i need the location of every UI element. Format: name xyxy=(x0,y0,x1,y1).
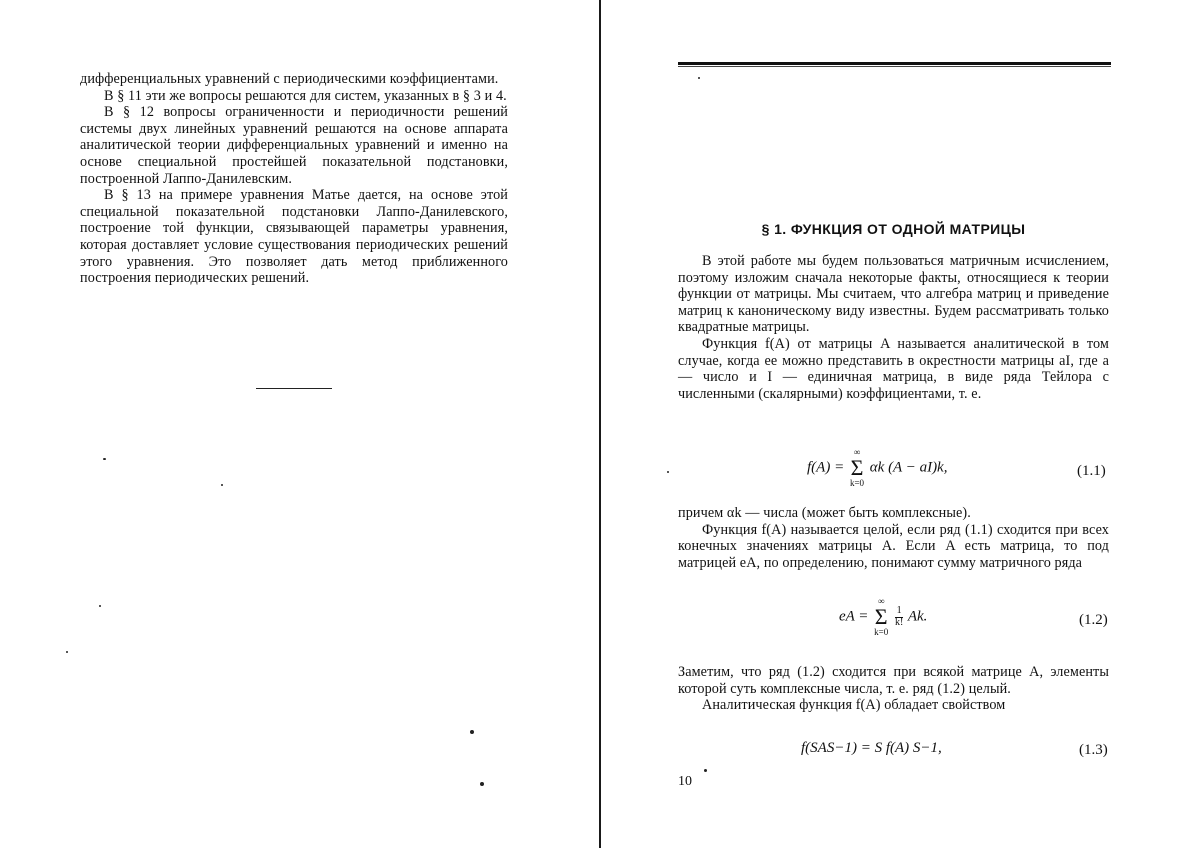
scan-speck xyxy=(99,605,101,607)
paragraph: дифференциальных уравнений с периодическими коэффициентами. xyxy=(80,71,499,87)
formula-expression xyxy=(839,597,927,637)
formula-lhs: eA = xyxy=(839,608,869,625)
sum-upper: ∞ xyxy=(853,447,861,457)
scan-speck xyxy=(667,471,669,473)
formula-rhs: Ak. xyxy=(907,608,928,625)
sum-symbol: ∞ Σ k=0 xyxy=(849,447,865,488)
equation-number: (1.2) xyxy=(1079,612,1108,628)
paragraph: Аналитическая функция f(A) обладает свойством xyxy=(702,697,1006,714)
fraction-denominator: k! xyxy=(895,616,904,628)
formula-rhs: αk (A − aI)k, xyxy=(869,459,948,476)
sum-lower: k=0 xyxy=(874,627,889,637)
fraction-numerator: 1 xyxy=(896,605,902,616)
page-number: 10 xyxy=(678,774,692,789)
paragraph: Функция f(A) от матрицы A называется аналитической в том случае, когда ее можно представить в окрестности матрицы aI, где a — число и I — единичная матрица, в виде ряда Тейлора с численными (скалярными) коэффициентами, т. е. xyxy=(678,335,1109,402)
body-text xyxy=(678,505,1109,571)
top-rule xyxy=(678,62,1111,65)
scan-speck xyxy=(66,651,68,653)
left-page-text xyxy=(80,71,508,287)
sum-symbol: ∞ Σ k=0 xyxy=(874,596,889,637)
body-text xyxy=(678,664,1109,714)
sum-upper: ∞ xyxy=(878,596,885,606)
section-heading: § 1. ФУНКЦИЯ ОТ ОДНОЙ МАТРИЦЫ xyxy=(761,221,1026,237)
paragraph: причем αk — числа (может быть комплексные). xyxy=(678,505,971,521)
body-text xyxy=(678,253,1109,402)
fraction xyxy=(895,606,903,628)
equation-number: (1.1) xyxy=(1077,463,1106,479)
formula-expression: f(SAS−1) = S f(A) S−1, xyxy=(801,740,942,756)
scan-speck xyxy=(698,77,700,79)
paragraph: Заметим, что ряд (1.2) сходится при всякой матрице A, элементы которой суть комплексные числа, т. е. ряд (1.2) целый. xyxy=(678,664,1109,697)
paragraph: Функция f(A) называется целой, если ряд (1.1) сходится при всех конечных значениях матрицы A. Если A есть матрица, то под матрицей eA, по определению, понимают сумму матричного ряда xyxy=(678,521,1109,571)
formula-expression xyxy=(807,448,947,488)
paragraph: В § 12 вопросы ограниченности и периодичности решений системы двух линейных уравнений решаются на основе аппарата аналитической теории дифференциальных уравнений и именно на основе специальной простейшей показательной подстановки, построенной Лаппо-Данилевским. xyxy=(80,104,508,187)
formula-lhs: f(A) = xyxy=(807,459,845,476)
paragraph: В § 11 эти же вопросы решаются для систем, указанных в § 3 и 4. xyxy=(104,87,507,104)
scan-speck xyxy=(480,782,484,786)
end-rule xyxy=(256,388,332,389)
equation-number: (1.3) xyxy=(1079,742,1108,758)
paragraph: В § 13 на примере уравнения Матье дается, на основе этой специальной показательной подстановки Лаппо-Данилевского, построение той функции, связывающей параметры уравнения, которая доставляет условие существования периодических решений этого уравнения. Это позволяет дать метод приближенного построения периодических решений. xyxy=(80,187,508,287)
paragraph: В этой работе мы будем пользоваться матричным исчислением, поэтому изложим сначала некоторые факты, относящиеся к теории функции от матрицы. Мы считаем, что алгебра матриц и приведение матриц к каноническому виду известны. Будем рассматривать только квадратные матрицы. xyxy=(678,253,1109,336)
scan-speck xyxy=(221,484,223,486)
scan-speck xyxy=(704,769,707,772)
scan-speck xyxy=(470,730,474,734)
right-page xyxy=(601,0,1200,848)
sum-lower: k=0 xyxy=(849,478,865,488)
scan-speck xyxy=(103,458,106,460)
top-rule-thin xyxy=(678,66,1111,67)
